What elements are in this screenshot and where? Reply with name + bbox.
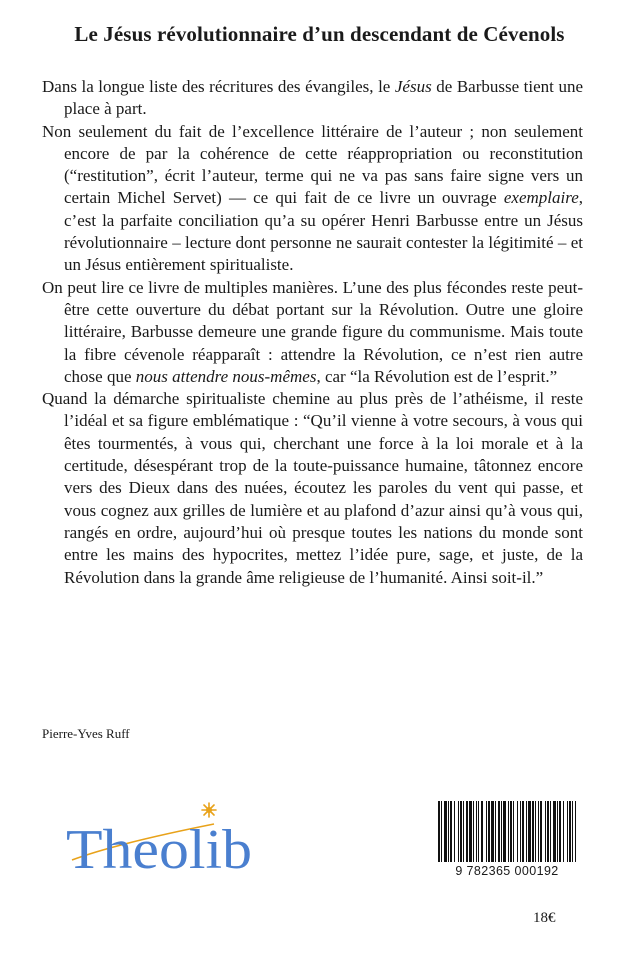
publisher-logo [64, 800, 264, 880]
logo-text: Theolib [66, 819, 252, 880]
text-segment: de Barbusse tient une place à part. [64, 77, 583, 119]
italic-text: Jésus [394, 77, 432, 96]
italic-text: nous attendre nous-mêmes [135, 366, 317, 386]
back-cover-text [42, 76, 583, 589]
text-segment: , car “la Révolution est de l’esprit.” [316, 366, 558, 386]
paragraph-1 [42, 76, 583, 121]
isbn-digits: 9 782365 000192 [434, 862, 580, 880]
paragraph-4 [42, 388, 583, 589]
price: 18€ [533, 910, 556, 926]
text-segment: , c’est la parfaite conciliation qu’a su opérer Henri Barbusse entre un Jésus révolutionnaire – lecture dont personne ne saurait contester la légitimité – et un Jésus entièrement spiritualiste. [64, 188, 583, 275]
italic-text: exemplaire [503, 188, 579, 208]
paragraph-2 [42, 121, 583, 277]
text-segment: Quand la démarche spiritualiste chemine au plus près de l’athéisme, il reste l’idéal et sa figure emblématique : “Qu’il vienne à votre secours, à vous qui êtes tourmentés, à vous qui, cherchant une force à la loi morale et à la certitude, désespérant trop de la toute-puissance humaine, tâtonnez encore vers des Dieux dans des nuées, écoutez les paroles du vent qui passe, et vous cognez aux grilles de lumière et au plafond d’azur ainsi qu’à vous qui, rangés en ordre, aujourd’hui où presque toutes les nations du monde sont entre les mains des hypocrites, mettez l’idée pure, sage, et juste, de la Révolution dans la grande âme religieuse de l’humanité. Ainsi soit-il.” [42, 389, 583, 587]
text-segment: Non seulement du fait de l’excellence littéraire de l’auteur ; non seulement encore de par la cohérence de cette réappropriation ou reconstitution (“restitution”, écrit l’auteur, terme qui ne va pas sans faire signe vers un certain Michel Servet) — ce qui fait de ce livre un ouvrage [42, 121, 583, 208]
star-icon [202, 803, 216, 817]
author-signature: Pierre-Yves Ruff [42, 726, 130, 741]
text-segment: On peut lire ce livre de multiples manières. L’une des plus fécondes reste peut-être cette ouverture du débat portant sur la Révolution. Outre une gloire littéraire, Barbusse demeure une grande figure du communisme. Mais toute la fibre cévenole réapparaît : attendre la Révolution, ce n’est rien autre chose que [42, 277, 583, 386]
text-segment: Dans la longue liste des récritures des évangiles, le [42, 77, 395, 96]
page-title: Le Jésus révolutionnaire d’un descendant de Cévenols [74, 22, 565, 46]
paragraph-3 [42, 277, 583, 388]
